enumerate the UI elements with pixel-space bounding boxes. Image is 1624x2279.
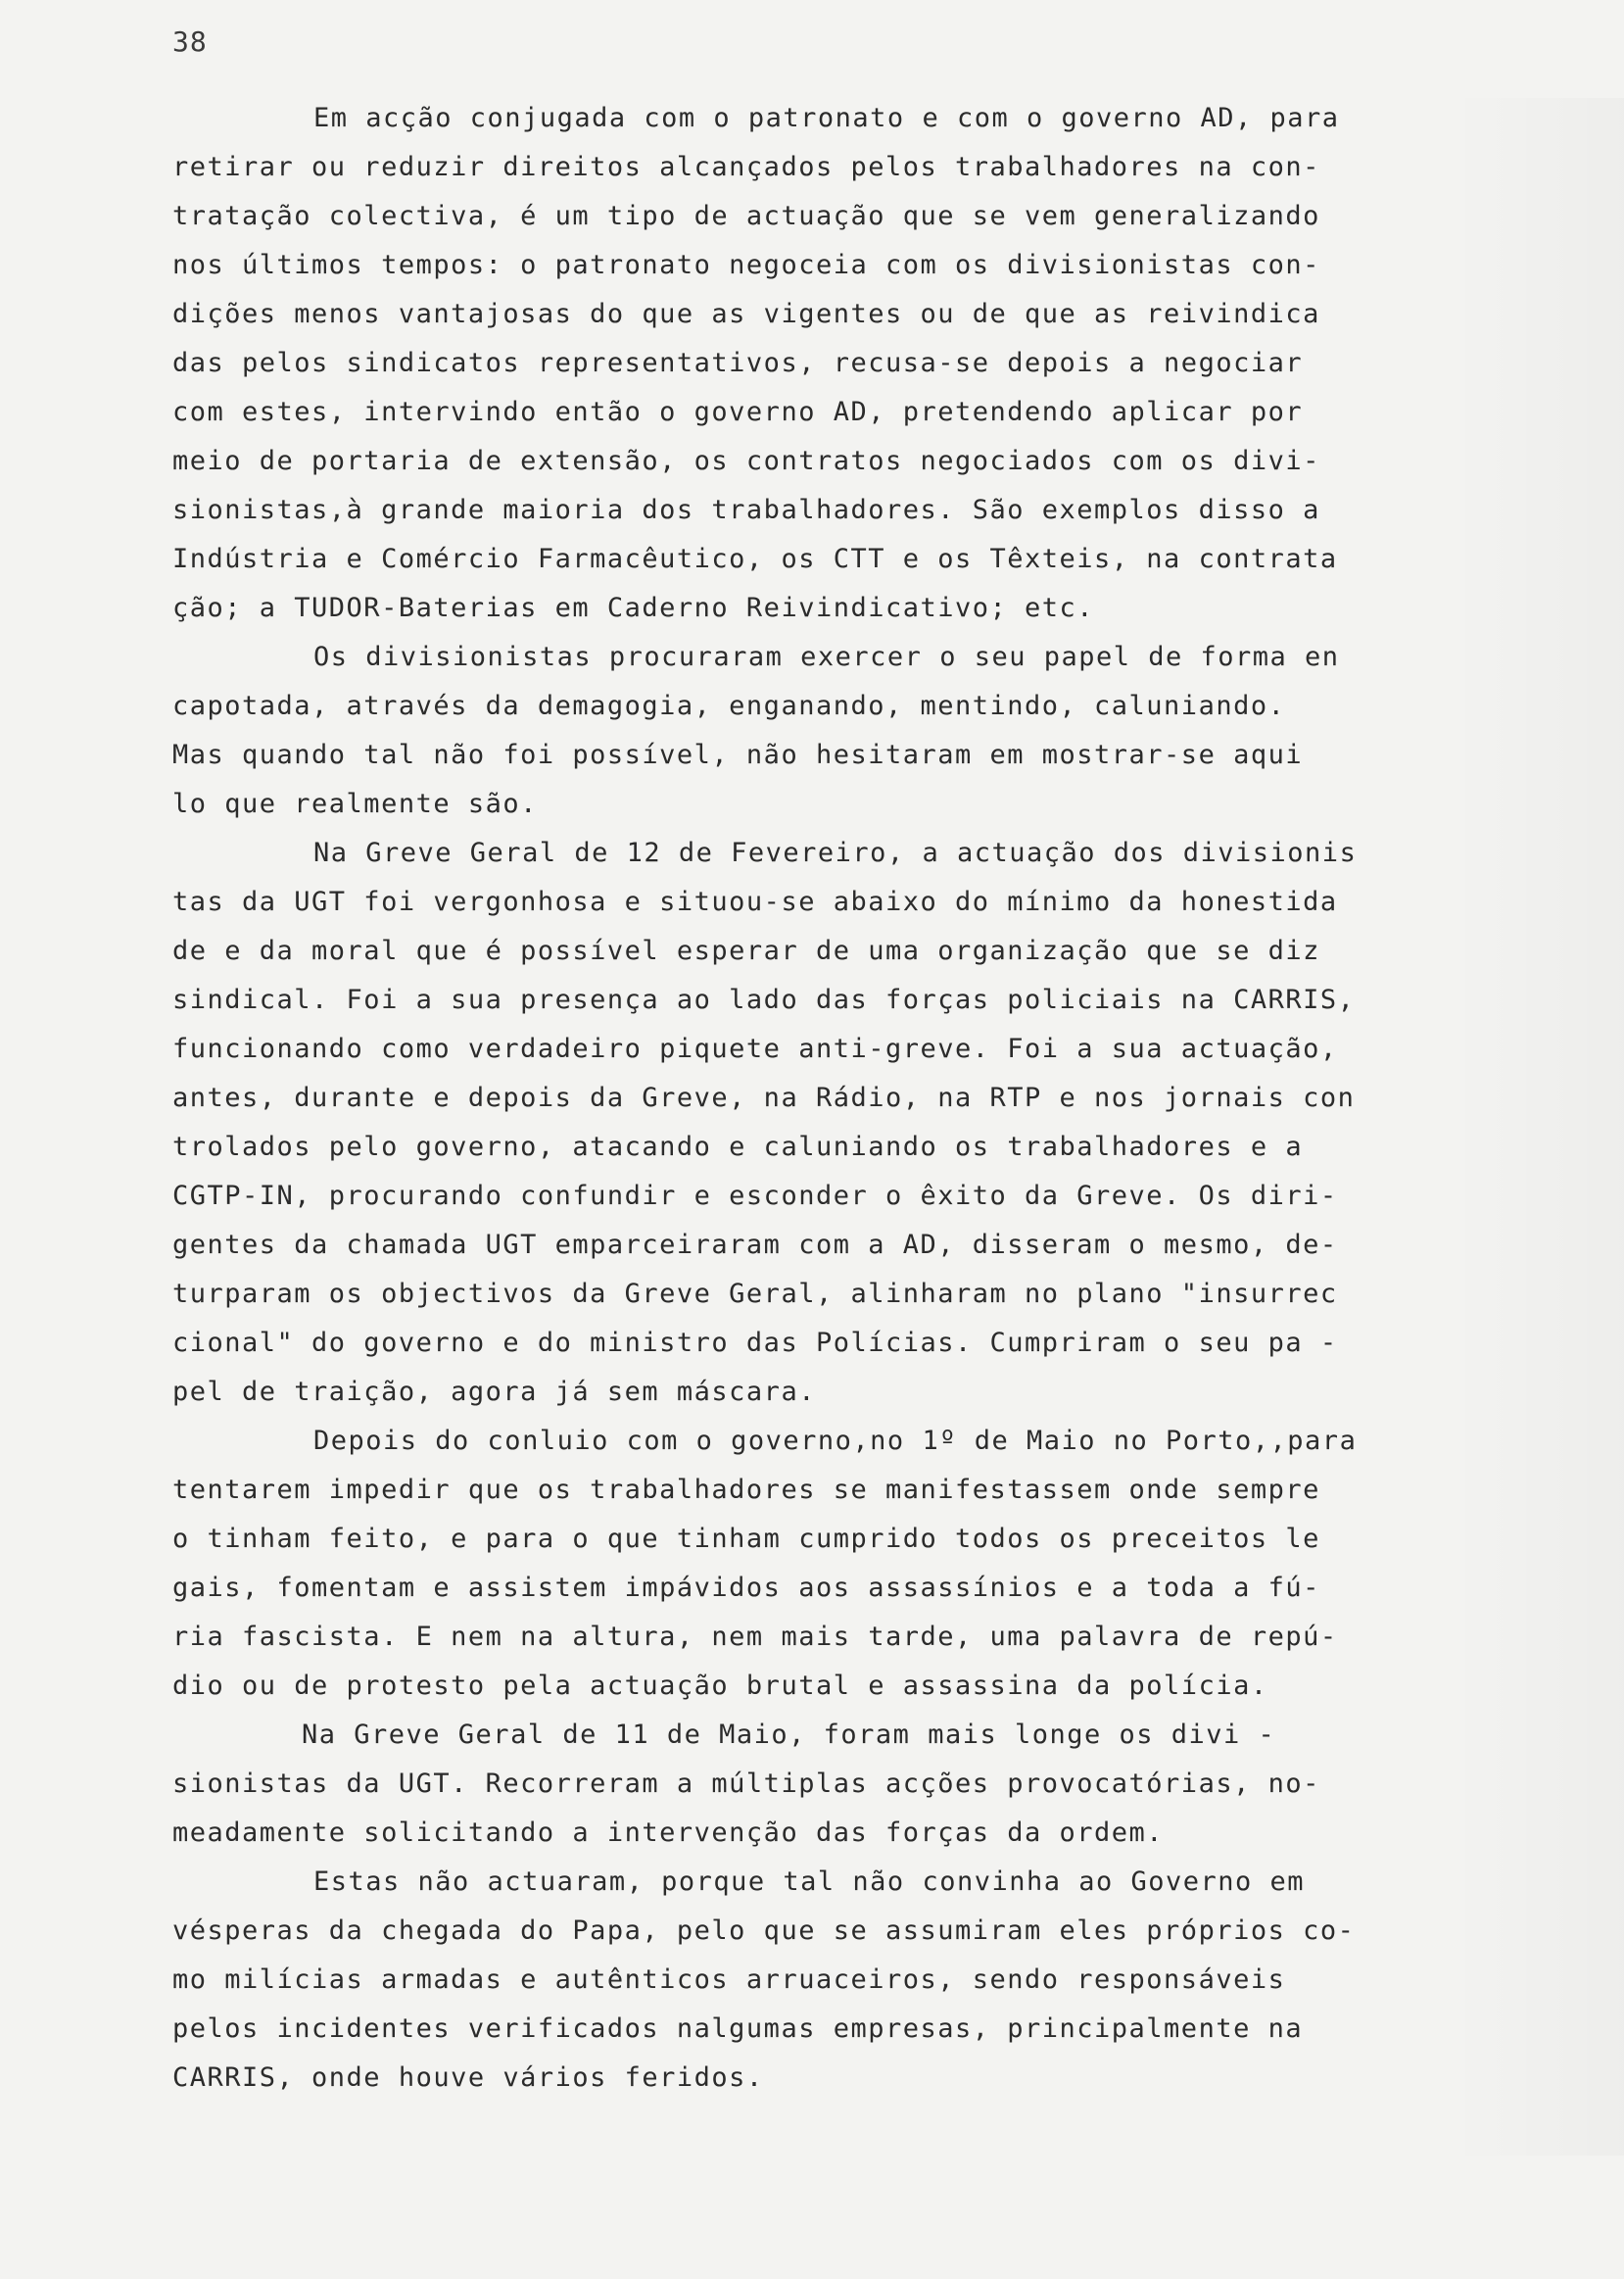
text-line: Os divisionistas procuraram exercer o seu papel de forma en (313, 642, 1340, 672)
text-line: antes, durante e depois da Greve, na Rádio, na RTP e nos jornais con (172, 1083, 1356, 1113)
text-line: sionistas,à grande maioria dos trabalhadores. São exemplos disso a (172, 495, 1320, 525)
text-line: Estas não actuaram, porque tal não convinha ao Governo em (313, 1867, 1306, 1897)
body-text (172, 94, 1465, 2103)
text-line: sindical. Foi a sua presença ao lado das forças policiais na CARRIS, (172, 985, 1356, 1015)
text-line: sionistas da UGT. Recorreram a múltiplas acções provocatórias, no- (172, 1769, 1320, 1799)
text-line: vésperas da chegada do Papa, pelo que se assumiram eles próprios co- (172, 1915, 1356, 1946)
text-line: CARRIS, onde houve vários feridos. (172, 2062, 764, 2093)
text-line: funcionando como verdadeiro piquete anti-greve. Foi a sua actuação, (172, 1034, 1338, 1064)
text-line: nos últimos tempos: o patronato negoceia com os divisionistas con- (172, 250, 1320, 280)
text-line: capotada, através da demagogia, enganando, mentindo, caluniando. (172, 691, 1286, 721)
text-line: Na Greve Geral de 12 de Fevereiro, a actuação dos divisionis (313, 838, 1358, 868)
text-line: Na Greve Geral de 11 de Maio, foram mais longe os divi - (302, 1720, 1276, 1750)
text-line: dições menos vantajosas do que as vigentes ou de que as reivindica (172, 299, 1320, 329)
text-line: tas da UGT foi vergonhosa e situou-se abaixo do mínimo da honestida (172, 887, 1338, 917)
text-line: meadamente solicitando a intervenção das forças da ordem. (172, 1818, 1165, 1848)
bleed-through-shadow (1450, 98, 1624, 2156)
text-line: gentes da chamada UGT emparceiraram com a AD, disseram o mesmo, de- (172, 1230, 1338, 1260)
text-line: Depois do conluio com o governo,no 1º de Maio no Porto,,para (313, 1426, 1358, 1456)
text-line: Indústria e Comércio Farmacêutico, os CTT e os Têxteis, na contrata (172, 544, 1338, 574)
text-line: trolados pelo governo, atacando e caluniando os trabalhadores e a (172, 1132, 1304, 1162)
text-line: lo que realmente são. (172, 789, 538, 819)
text-line: ção; a TUDOR-Baterias em Caderno Reivindicativo; etc. (172, 593, 1095, 623)
text-line: de e da moral que é possível esperar de uma organização que se diz (172, 936, 1320, 966)
text-line: das pelos sindicatos representativos, recusa-se depois a negociar (172, 348, 1304, 378)
text-line: pelos incidentes verificados nalgumas empresas, principalmente na (172, 2013, 1304, 2044)
text-line: mo milícias armadas e autênticos arruaceiros, sendo responsáveis (172, 1964, 1286, 1995)
text-line: Mas quando tal não foi possível, não hesitaram em mostrar-se aqui (172, 740, 1304, 770)
page-number: 38 (172, 25, 208, 58)
text-line: CGTP-IN, procurando confundir e esconder o êxito da Greve. Os diri- (172, 1181, 1338, 1211)
text-line: pel de traição, agora já sem máscara. (172, 1377, 816, 1407)
text-line: gais, fomentam e assistem impávidos aos assassínios e a toda a fú- (172, 1573, 1320, 1603)
text-line: meio de portaria de extensão, os contratos negociados com os divi- (172, 446, 1320, 476)
text-line: cional" do governo e do ministro das Polícias. Cumpriram o seu pa - (172, 1328, 1338, 1358)
text-line: ria fascista. E nem na altura, nem mais tarde, uma palavra de repú- (172, 1622, 1338, 1652)
text-line: tentarem impedir que os trabalhadores se manifestassem onde sempre (172, 1475, 1320, 1505)
text-line: turparam os objectivos da Greve Geral, alinharam no plano "insurrec (172, 1279, 1338, 1309)
text-line: o tinham feito, e para o que tinham cumprido todos os preceitos le (172, 1524, 1320, 1554)
text-line: dio ou de protesto pela actuação brutal e assassina da polícia. (172, 1671, 1268, 1701)
text-line: tratação colectiva, é um tipo de actuação que se vem generalizando (172, 201, 1320, 231)
text-line: com estes, intervindo então o governo AD, pretendendo aplicar por (172, 397, 1304, 427)
text-line: retirar ou reduzir direitos alcançados pelos trabalhadores na con- (172, 152, 1320, 182)
text-line: Em acção conjugada com o patronato e com o governo AD, para (313, 103, 1340, 133)
